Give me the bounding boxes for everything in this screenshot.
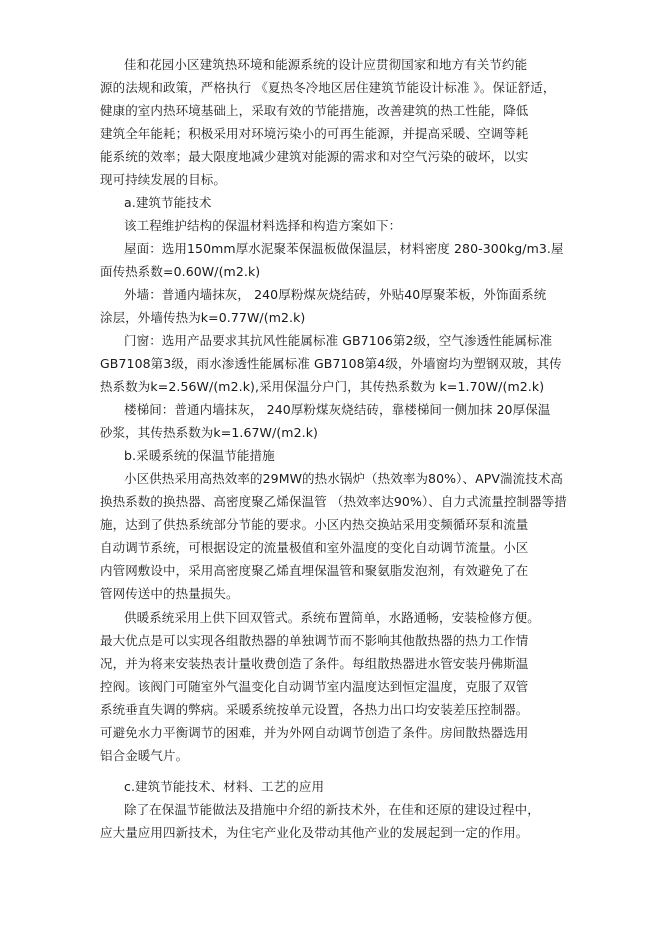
- roof-line-1: 屋面：选用150mm厚水泥聚苯保温板做保温层，材料密度 280-300kg/m3.屋: [124, 241, 564, 256]
- heating-line-6: 管网传送中的热量损失。: [100, 586, 239, 601]
- intro-line-3: 健康的室内热环境基础上，采取有效的节能措施，改善建筑的热工性能，降低: [100, 103, 529, 118]
- intro-line-1: 佳和花园小区建筑热环境和能源系统的设计应贯彻国家和地方有关节约能: [124, 57, 528, 72]
- heating-line-2: 换热系数的换热器、高密度聚乙烯保温管 （热效率达90%）、自力式流量控制器等措: [100, 494, 567, 509]
- supply-line-1: 供暖系统采用上供下回双管式。系统布置简单，水路通畅，安装检修方便。: [124, 610, 540, 625]
- section-a-heading: a.建筑节能技术: [124, 195, 212, 210]
- heating-line-1: 小区供热采用高热效率的29MW的热水锅炉（热效率为80%）、APV湍流技术高: [124, 471, 564, 486]
- application-line-2: 应大量应用四新技术，为住宅产业化及带动其他产业的发展起到一定的作用。: [100, 825, 529, 840]
- supply-line-7: 铝合金暖气片。: [100, 748, 189, 763]
- application-line-1: 除了在保温节能做法及措施中介绍的新技术外，在佳和还原的建设过程中，: [124, 802, 540, 817]
- heating-line-5: 内管网敷设中，采用高密度聚乙烯直埋保温管和聚氨脂发泡剂，有效避免了在: [100, 563, 529, 578]
- supply-line-2: 最大优点是可以实现各组散热器的单独调节而不影响其他散热器的热力工作情: [100, 633, 529, 648]
- supply-line-3: 况，并为将来安装热表计量收费创造了条件。每组散热器进水管安装丹佛斯温: [100, 656, 529, 671]
- wall-line-1: 外墙：普通内墙抹灰， 240厚粉煤灰烧结砖，外贴40厚聚苯板，外饰面系统: [124, 287, 547, 302]
- window-line-1: 门窗：选用产品要求其抗风性能属标准 GB7106第2级，空气渗透性能属标准: [124, 333, 553, 348]
- intro-line-2: 源的法规和政策，严格执行 《夏热冬冷地区居住建筑节能设计标准 》。保证舒适，: [100, 80, 556, 95]
- heating-line-3: 施，达到了供热系统部分节能的要求。小区内热交换站采用变频循环泵和流量: [100, 517, 529, 532]
- section-b-heading: b.采暖系统的保温节能措施: [124, 448, 275, 463]
- section-c-heading: c.建筑节能技术、材料、工艺的应用: [124, 779, 325, 794]
- supply-line-5: 系统垂直失调的弊病。采暖系统按单元设置，各热力出口均安装差压控制器。: [100, 702, 529, 717]
- window-line-3: 热系数为k=2.56W/(m2.k),采用保温分户门，其传热系数为 k=1.70W/(m2.k): [100, 379, 545, 394]
- stair-line-2: 砂浆，其传热系数为k=1.67W/(m2.k): [100, 425, 319, 440]
- intro-line-6: 现可持续发展的目标。: [100, 172, 227, 187]
- supply-line-6: 可避免水力平衡调节的困难，并为外网自动调节创造了条件。房间散热器选用: [100, 725, 529, 740]
- intro-line-4: 建筑全年能耗；积极采用对环境污染小的可再生能源，并提高采暖、空调等耗: [100, 126, 529, 141]
- heating-line-4: 自动调节系统，可根据设定的流量极值和室外温度的变化自动调节流量。小区: [100, 540, 529, 555]
- wall-line-2: 涂层，外墙传热为k=0.77W/(m2.k): [100, 310, 306, 325]
- roof-line-2: 面传热系数=0.60W/(m2.k): [100, 264, 261, 279]
- window-line-2: GB7108第3级，雨水渗透性能属标准 GB7108第4级，外墙窗均为塑钢双玻，其传: [100, 356, 562, 371]
- section-a-intro: 该工程维护结构的保温材料选择和构造方案如下：: [124, 218, 402, 233]
- stair-line-1: 楼梯间：普通内墙抹灰， 240厚粉煤灰烧结砖，靠楼梯间一侧加抹 20厚保温: [124, 402, 551, 417]
- supply-line-4: 控阀。该阀门可随室外气温变化自动调节室内温度达到恒定温度，克服了双管: [100, 679, 529, 694]
- intro-line-5: 能系统的效率；最大限度地减少建筑对能源的需求和对空气污染的破坏，以实: [100, 149, 529, 164]
